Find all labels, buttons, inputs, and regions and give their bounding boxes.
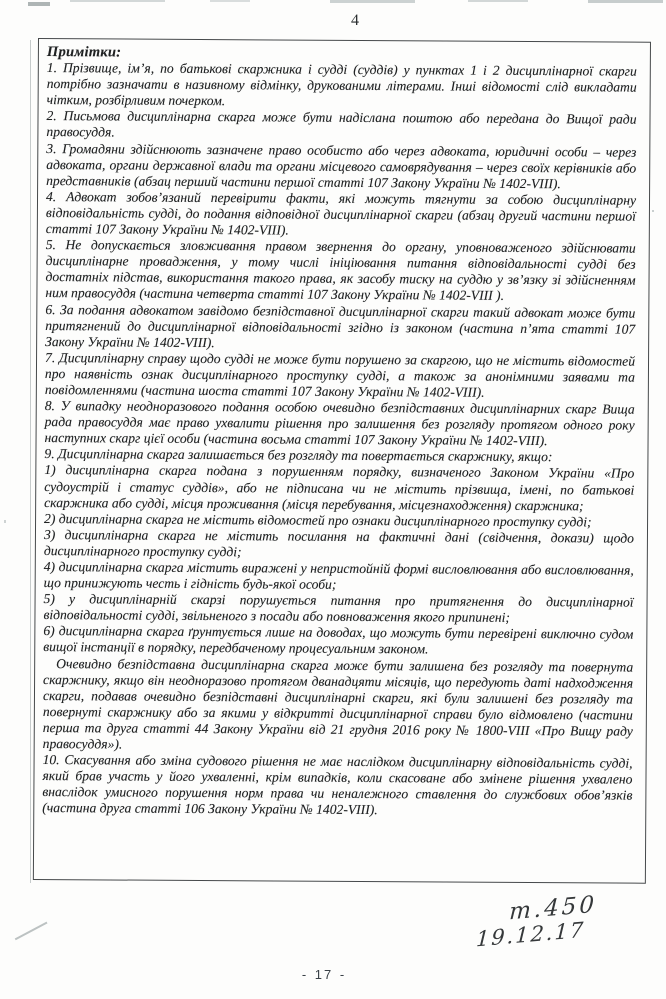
note-item-10: 10. Скасування або зміна судового рішення не має наслідком дисциплінарну відповідальність судді, який брав участь у його ухваленні, крім випадків, коли скасоване або змінене рішення ухвалено внаслідок умисного порушення норм права чи неналежного ставлення до службових обов’язків (частина друга статті 106 Закону України № 1402-VIII). [42, 752, 633, 818]
note-item-9-sub-4: 4) дисциплінарна скарга містить виражені у непристойній формі висловлювання або висловлювання, що принижують честь і гідність будь-якої особи; [43, 559, 634, 592]
note-item-9-sub-5: 5) у дисциплінарній скарзі порушується питання про притягнення до дисциплінарної відповідальності судді, звільненого з посади або повноваження якого припинені; [43, 591, 634, 626]
note-item-4: 4. Адвокат зобов’язаний перевірити факти, які можуть тягнути за собою дисциплінарну відповідальність судді, до подання відповідної дисциплінарної скарги (абзац другий частини першої статті 107 Закону України № 1402-VIII). [45, 188, 637, 238]
note-item-9-sub-2: 2) дисциплінарна скарга не містить відомостей про ознаки дисциплінарного проступку судді; [44, 510, 592, 530]
scan-corner-mark [15, 922, 47, 940]
scan-artifact [28, 2, 50, 6]
note-item-9-sub-1: 1) дисциплінарна скарга подана з порушенням порядку, визначеного Законом України «Про судоустрій і статус суддів», або не підписана чи не містить прізвища, імені, по батькові скаржника або судді, місця проживання (місця перебування, місцезнаходження) скаржника; [44, 462, 635, 513]
handwritten-date: 19.12.17 [475, 917, 586, 952]
note-item-9-intro: 9. Дисциплінарна скарга залишається без розгляду та повертається скаржнику, якщо: [44, 446, 553, 465]
note-item-1: 1. Прізвище, ім’я, по батькові скаржника і судді (суддів) у пунктах 1 і 2 дисциплінарної скарги потрібно зазначати в називному відмінку, друкованими літерами. Інші відомості слід викладати чітким, розбірливим почерком. [46, 60, 637, 109]
scan-artifact [652, 210, 654, 212]
scan-artifact [4, 520, 6, 523]
page-number-top: 4 [351, 12, 359, 29]
page-number-bottom: - 17 - [301, 967, 347, 982]
note-item-8: 8. У випадку неодноразового подання особою очевидно безпідставних дисциплінарних скарг Вища рада правосуддя має право ухвалити рішення про залишення без розгляду протягом одного року наступних скарг цієї особи (частина восьма статті 107 Закону України № 1402-VIII). [44, 398, 635, 449]
scan-artifact [588, 0, 663, 3]
scan-artifact [468, 0, 528, 2]
scan-edge-line [30, 40, 31, 883]
note-item-5: 5. Не допускається зловживання правом звернення до органу, уповноваженого здійснювати дисциплінарне провадження, у тому числі ініціювання питання відповідальності судді без достатніх підстав, використання такого права, як засобу тиску на суддю у зв’язку зі здійсненням ним правосуддя (частина четверта статті 107 Закону України № 1402-VIII ). [45, 237, 636, 304]
note-item-3: 3. Громадяни здійснюють зазначене право особисто або через адвоката, юридичні особи – через адвоката, органи державної влади та органи місцевого самоврядування – через своїх керівників або представників (абзац перший частини першої статті 107 Закону України № 1402-VIII). [46, 140, 637, 191]
note-item-2: 2. Письмова дисциплінарна скарга може бути надіслана поштою або передана до Вищої ради правосуддя. [46, 108, 637, 140]
scan-artifact [210, 0, 250, 2]
note-item-9-sub-6: 6) дисциплінарна скарга ґрунтується лише на доводах, що можуть бути перевірені виключно судом вищої інстанції в порядку, передбаченому процесуальним законом. [43, 623, 634, 657]
notes-box [33, 38, 651, 884]
handwritten-volume-number: т.450 [508, 891, 598, 926]
note-item-9-closing: Очевидно безпідставна дисциплінарна скарга може бути залишена без розгляду та повернута скаржнику, якщо він неодноразово протягом дванадцяти місяців, що передують даті надходження скарги, подавав очевидно безпідставні дисциплінарні скарги, які були залишені без розгляду та повернуті скаржнику або за якими у відкритті дисциплінарної справи було відмовлено (частини перша та друга статті 44 Закону України від 21 грудня 2016 року № 1800-VIII «Про Вищу раду правосуддя»). [42, 655, 634, 752]
scan-artifact [330, 0, 415, 3]
note-item-7: 7. Дисциплінарну справу щодо судді не може бути порушено за скаргою, що не містить відомостей про наявність ознак дисциплінарного проступку судді, а також за анонімними заявами та повідомленнями (частина шоста статті 107 Закону України № 1402-VIII). [44, 349, 636, 400]
handwritten-note [475, 893, 597, 952]
note-item-6: 6. За подання адвокатом завідомо безпідставної дисциплінарної скарги такий адвокат може бути притягнений до дисциплінарної відповідальності згідно із законом (частина п’ята статті 107 Закону України № 1402-VIII). [45, 301, 636, 350]
scan-artifact [70, 0, 165, 2]
notes-heading: Примітки: [46, 44, 122, 61]
note-item-9-sub-3: 3) дисциплінарна скарга не містить посилання на фактичні дані (свідчення, докази) щодо дисциплінарного проступку судді; [43, 526, 635, 560]
